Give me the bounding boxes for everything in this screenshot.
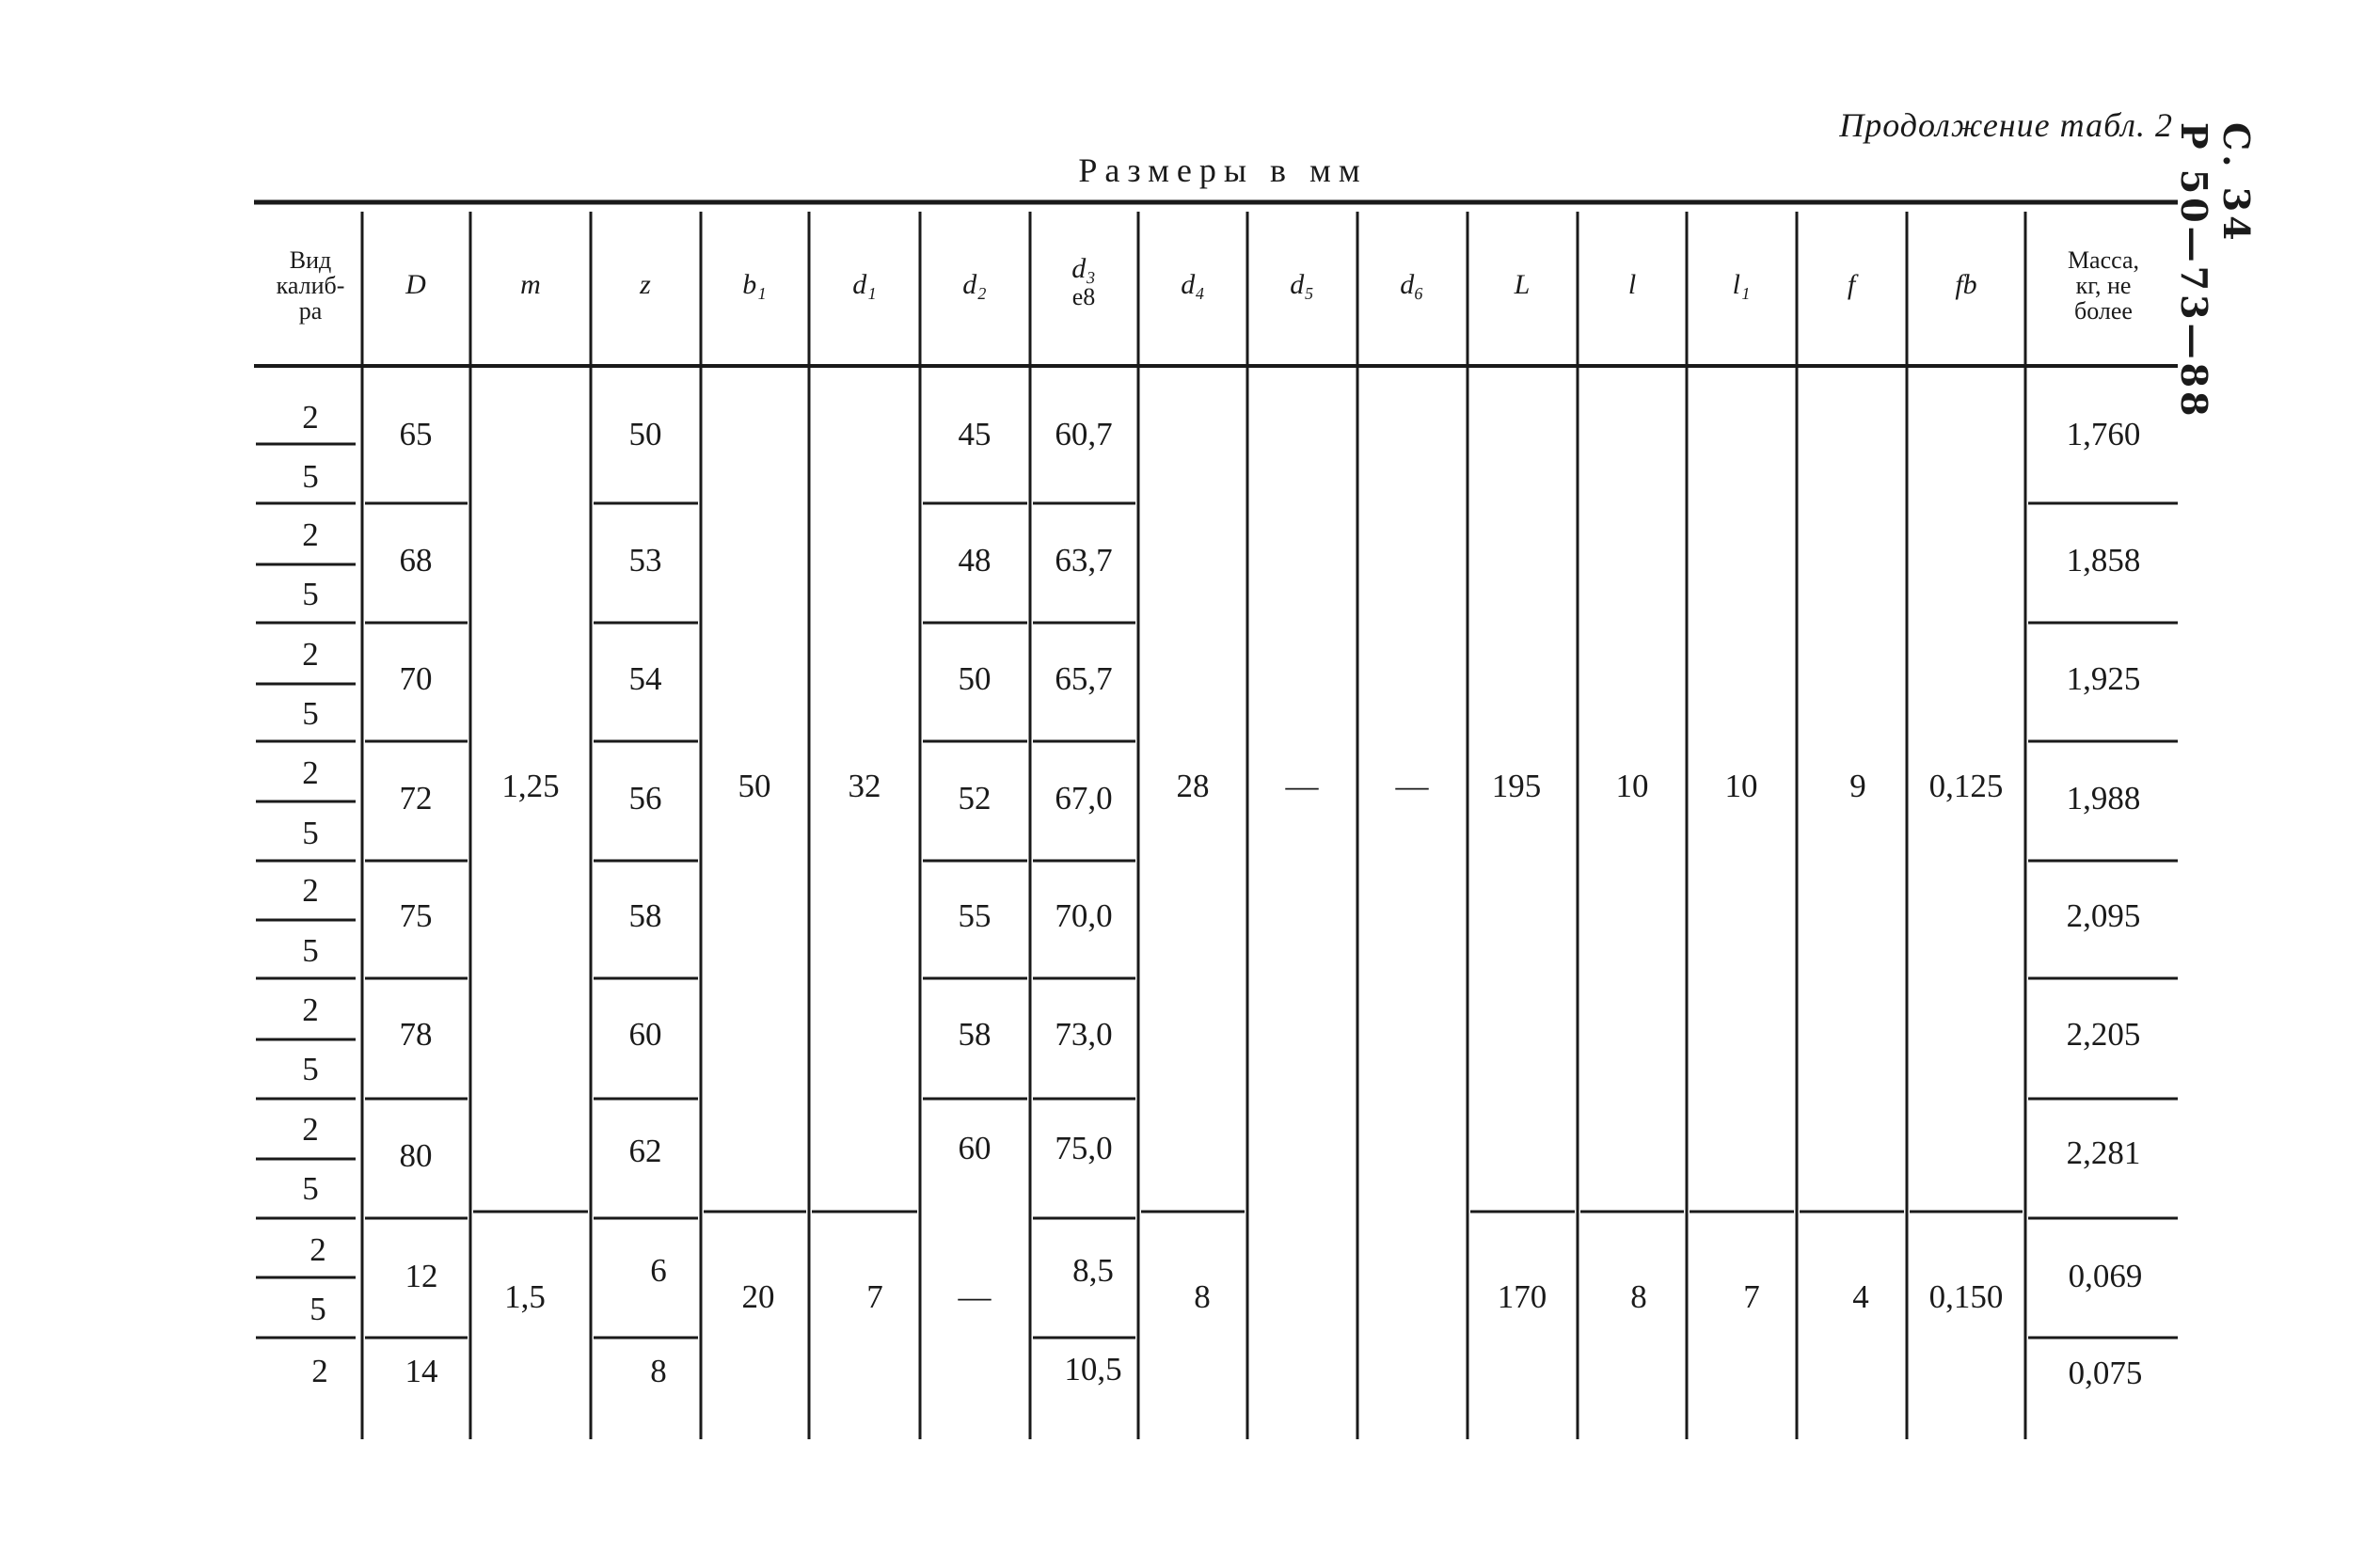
cell-f: 9 — [1849, 768, 1866, 804]
header-D: D — [405, 269, 426, 300]
kind-top: 2 — [302, 1111, 319, 1148]
group1-merged — [501, 768, 2003, 804]
cell-l1: 7 — [1743, 1278, 1760, 1315]
cell-d2: 55 — [958, 897, 992, 934]
header-f: f — [1847, 269, 1856, 300]
cell-l: 10 — [1615, 768, 1649, 804]
cell-b1: 50 — [738, 768, 771, 804]
kind-top: 2 — [302, 516, 319, 553]
header-mass-3: более — [2074, 297, 2133, 325]
header-kind-1: Вид — [289, 246, 332, 274]
cell-l: 8 — [1630, 1278, 1647, 1315]
kind-top: 2 — [302, 399, 319, 436]
cell-z: 58 — [628, 897, 662, 934]
header-d2: d₂ — [962, 269, 987, 300]
cell-D: 68 — [399, 542, 433, 579]
cell-D: 78 — [399, 1016, 433, 1053]
header-fb: fb — [1955, 269, 1977, 300]
kind-bottom: 5 — [302, 1170, 319, 1207]
cell-mass: 2,095 — [2066, 897, 2141, 934]
cell-D: 72 — [399, 780, 433, 817]
table-header — [277, 246, 2139, 325]
cell-z: 56 — [628, 780, 662, 817]
header-l: l — [1627, 269, 1637, 300]
table-row — [302, 872, 2140, 969]
cell-D: 14 — [405, 1353, 438, 1389]
cell-d3: 70,0 — [1055, 897, 1113, 934]
header-m: m — [520, 269, 541, 300]
kind-top: 2 — [309, 1231, 326, 1268]
cell-D: 80 — [399, 1137, 433, 1174]
cell-d3: 73,0 — [1055, 1016, 1113, 1053]
cell-d4: 8 — [1194, 1278, 1211, 1315]
header-z: z — [640, 269, 651, 300]
header-d5: d₅ — [1290, 269, 1314, 300]
group2-rows — [309, 1231, 2142, 1391]
table-rules — [254, 202, 2178, 1439]
cell-d1: 7 — [866, 1278, 883, 1315]
cell-L: 195 — [1491, 768, 1542, 804]
cell-d4: 28 — [1176, 768, 1210, 804]
document-code: Р 50—73—88 — [2173, 122, 2215, 420]
table-row — [302, 1111, 2140, 1207]
continuation-label: Продолжение табл. 2 — [1839, 106, 2173, 144]
cell-mass: 0,075 — [2068, 1355, 2143, 1391]
cell-d2: 58 — [958, 1016, 992, 1053]
kind-top: 2 — [302, 636, 319, 673]
group1-rows — [302, 399, 2140, 1207]
cell-d5: — — [1285, 768, 1319, 804]
cell-D: 12 — [405, 1258, 438, 1294]
cell-z: 6 — [650, 1252, 667, 1289]
cell-d3: 63,7 — [1055, 542, 1113, 579]
cell-d2: 52 — [958, 780, 992, 817]
cell-d3: 75,0 — [1055, 1130, 1113, 1166]
cell-mass: 1,925 — [2066, 660, 2141, 697]
cell-fb: 0,125 — [1928, 768, 2004, 804]
page-number: С. 34 — [2215, 122, 2258, 245]
cell-z: 50 — [628, 416, 662, 452]
cell-L: 170 — [1497, 1278, 1547, 1315]
group2-merged — [504, 1278, 2003, 1315]
cell-d1: 32 — [848, 768, 881, 804]
header-mass-1: Масса, — [2067, 246, 2140, 274]
cell-D: 75 — [399, 897, 433, 934]
kind-bottom: 5 — [302, 458, 319, 495]
cell-d3: 67,0 — [1055, 780, 1113, 817]
cell-d6: — — [1395, 768, 1429, 804]
header-b1: b₁ — [742, 269, 767, 300]
cell-fb: 0,150 — [1928, 1278, 2004, 1315]
header-kind-3: ра — [298, 297, 323, 325]
cell-mass: 1,760 — [2066, 416, 2141, 452]
cell-z: 8 — [650, 1353, 667, 1389]
header-kind-2: калиб- — [276, 272, 345, 299]
kind-bottom: 5 — [302, 576, 319, 612]
header-d1: d₁ — [852, 269, 877, 300]
table-row — [302, 516, 2140, 612]
table-row — [302, 399, 2140, 495]
header-mass-2: кг, не — [2075, 272, 2132, 299]
cell-z: 62 — [628, 1133, 662, 1169]
cell-f: 4 — [1852, 1278, 1869, 1315]
cell-D: 70 — [399, 660, 433, 697]
cell-z: 54 — [628, 660, 662, 697]
cell-mass: 0,069 — [2068, 1258, 2143, 1294]
table-row — [302, 636, 2140, 732]
cell-d2: 50 — [958, 660, 992, 697]
units-caption: Размеры в мм — [1078, 151, 1368, 189]
cell-mass: 1,988 — [2066, 780, 2141, 817]
kind-bottom: 5 — [302, 695, 319, 732]
kind-top: 2 — [302, 754, 319, 791]
cell-d2: 60 — [958, 1130, 992, 1166]
header-d4: d₄ — [1181, 269, 1205, 300]
cell-mass: 1,858 — [2066, 542, 2141, 579]
cell-d2: 48 — [958, 542, 992, 579]
cell-d3: 8,5 — [1072, 1252, 1114, 1289]
table-row — [311, 1351, 2142, 1391]
cell-z: 53 — [628, 542, 662, 579]
cell-l1: 10 — [1724, 768, 1758, 804]
header-d3-tolerance: e8 — [1071, 283, 1096, 310]
cell-d2: 45 — [958, 416, 992, 452]
cell-b1: 20 — [741, 1278, 775, 1315]
kind: 2 — [311, 1353, 328, 1389]
kind-bottom: 5 — [302, 815, 319, 851]
cell-d3: 65,7 — [1055, 660, 1113, 697]
header-d3: d₃ — [1071, 253, 1096, 284]
cell-mass: 2,281 — [2066, 1134, 2141, 1171]
cell-m: 1,5 — [504, 1278, 546, 1315]
header-l1: l₁ — [1732, 269, 1751, 300]
cell-z: 60 — [628, 1016, 662, 1053]
cell-d2: — — [958, 1278, 992, 1315]
header-d6: d₆ — [1400, 269, 1424, 300]
cell-m: 1,25 — [501, 768, 560, 804]
kind-top: 2 — [302, 872, 319, 909]
kind-bottom: 5 — [302, 1051, 319, 1087]
table-row — [302, 991, 2140, 1087]
cell-d3: 60,7 — [1055, 416, 1113, 452]
kind-bottom: 5 — [302, 932, 319, 969]
cell-D: 65 — [399, 416, 433, 452]
cell-d3: 10,5 — [1064, 1351, 1122, 1388]
kind-bottom: 5 — [309, 1291, 326, 1327]
kind-top: 2 — [302, 991, 319, 1028]
cell-mass: 2,205 — [2066, 1016, 2141, 1053]
header-L: L — [1514, 269, 1531, 300]
